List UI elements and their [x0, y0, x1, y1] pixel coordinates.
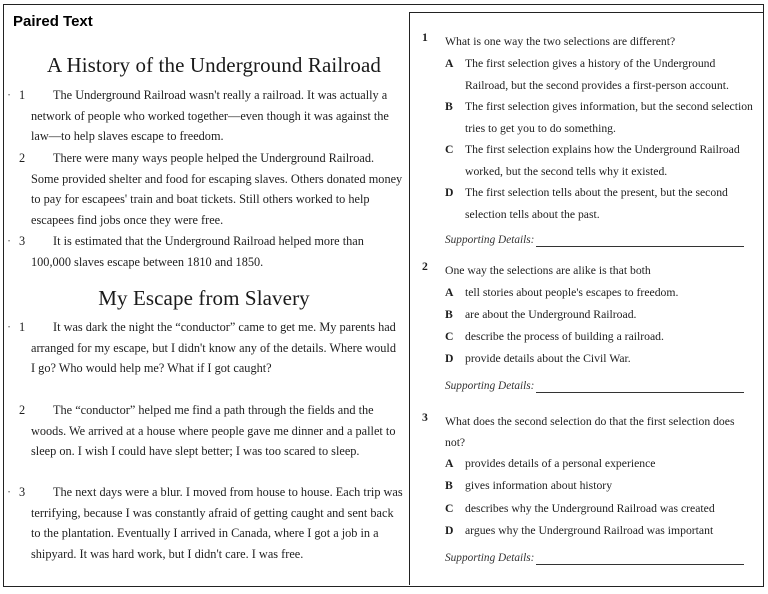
choice-text: describes why the Underground Railroad was created — [465, 502, 715, 515]
choice-text: The first selection gives information, but the second selection tries to get you to do something. — [465, 100, 753, 135]
choice-a[interactable] — [445, 282, 755, 304]
choice-b[interactable] — [445, 96, 755, 139]
supporting-details — [445, 380, 745, 392]
article1-paragraph-1 — [7, 85, 403, 147]
choice-text: are about the Underground Railroad. — [465, 308, 637, 321]
question-number: 2 — [422, 260, 428, 273]
choice-letter: A — [445, 457, 454, 470]
choice-letter: D — [445, 186, 454, 199]
choice-c[interactable] — [445, 139, 755, 182]
questions-column — [409, 12, 764, 585]
choice-b[interactable] — [445, 475, 755, 497]
choice-letter: A — [445, 57, 454, 70]
paragraph-text: The next days were a blur. I moved from house to house. Each trip was terrifying, because I was constantly afraid of getting caught and sent back to the plantation. Eventually I arrived in Canada, where I got a job in a shipyard. It was hard work, but I didn't care. I was free. — [31, 485, 403, 561]
choice-d[interactable] — [445, 182, 755, 225]
supporting-details-label: Supporting Details: — [445, 234, 535, 246]
question-number: 1 — [422, 31, 428, 44]
choice-letter: B — [445, 100, 453, 113]
article1-paragraph-3 — [7, 231, 403, 272]
paragraph-text: The Underground Railroad wasn't really a railroad. It was actually a network of people who worked together—even though it was against the law—to help slaves escape to freedom. — [31, 88, 389, 143]
article2-title: My Escape from Slavery — [98, 286, 310, 310]
worksheet-frame — [3, 4, 764, 587]
supporting-details-label: Supporting Details: — [445, 552, 535, 564]
choice-text: gives information about history — [465, 479, 613, 492]
choice-text: describe the process of building a railroad. — [465, 330, 664, 343]
paragraph-marker: · — [7, 88, 12, 102]
paragraph-text: It is estimated that the Underground Railroad helped more than 100,000 slaves escape between 1810 and 1850. — [31, 234, 364, 269]
question-stem: One way the selections are alike is that both — [445, 264, 651, 277]
passages-column — [4, 5, 409, 586]
question-number: 3 — [422, 411, 428, 424]
choice-text: The first selection tells about the present, but the second selection tells about the past. — [465, 186, 728, 221]
choice-text: tell stories about people's escapes to freedom. — [465, 286, 679, 299]
article2-paragraph-3 — [7, 482, 403, 564]
choice-letter: C — [445, 143, 454, 156]
choice-letter: A — [445, 286, 454, 299]
article1-title: A History of the Underground Railroad — [46, 53, 381, 77]
paragraph-number: 1 — [19, 320, 26, 334]
article2-paragraph-1 — [7, 317, 403, 379]
answer-line[interactable] — [536, 564, 744, 565]
paragraph-text: It was dark the night the “conductor” came to get me. My parents had arranged for my escape, but I didn't know any of the details. Where would I go? Who would help me? What if I got caught? — [31, 320, 396, 375]
choice-c[interactable] — [445, 326, 755, 348]
paragraph-number: 3 — [19, 485, 26, 499]
choice-letter: C — [445, 502, 454, 515]
answer-line[interactable] — [536, 392, 744, 393]
supporting-details — [445, 552, 745, 564]
choice-a[interactable] — [445, 453, 755, 475]
paragraph-number: 1 — [19, 88, 26, 102]
choice-letter: D — [445, 524, 454, 537]
choice-d[interactable] — [445, 348, 755, 370]
choice-c[interactable] — [445, 498, 755, 520]
paragraph-marker: · — [7, 320, 12, 334]
choice-a[interactable] — [445, 53, 755, 96]
choice-text: argues why the Underground Railroad was important — [465, 524, 714, 537]
paragraph-number: 2 — [19, 151, 26, 165]
paragraph-marker: · — [7, 234, 12, 248]
paragraph-text: There were many ways people helped the Underground Railroad. Some provided shelter and food for escaping slaves. Others donated money to pay for escapees' train and boat tickets. Still others worked to help escapees find jobs once they were free. — [31, 151, 403, 227]
choice-text: provide details about the Civil War. — [465, 352, 631, 365]
paragraph-text: The “conductor” helped me find a path through the fields and the woods. We arrived at a house where people gave me dinner and a pallet to sleep on. I wish I could have slept better; I was too scared to sleep. — [31, 403, 396, 458]
choice-letter: B — [445, 479, 453, 492]
question-stem: What is one way the two selections are different? — [445, 35, 676, 48]
paragraph-marker: · — [7, 485, 12, 499]
choice-text: provides details of a personal experience — [465, 457, 656, 470]
choice-letter: D — [445, 352, 454, 365]
page-label: Paired Text — [13, 13, 93, 30]
answer-line[interactable] — [536, 246, 744, 247]
paragraph-number: 2 — [19, 403, 26, 417]
supporting-details-label: Supporting Details: — [445, 380, 535, 392]
choice-d[interactable] — [445, 520, 755, 542]
choice-b[interactable] — [445, 304, 755, 326]
choice-text: The first selection explains how the Underground Railroad worked, but the second tells why it existed. — [465, 143, 740, 178]
choice-letter: B — [445, 308, 453, 321]
article1-paragraph-2 — [19, 148, 403, 230]
supporting-details — [445, 234, 745, 246]
article2-paragraph-2 — [19, 400, 403, 462]
question-stem: What does the second selection do that the first selection does not? — [445, 415, 735, 449]
choice-text: The first selection gives a history of the Underground Railroad, but the second provides a first-person account. — [465, 57, 729, 92]
choice-letter: C — [445, 330, 454, 343]
paragraph-number: 3 — [19, 234, 26, 248]
